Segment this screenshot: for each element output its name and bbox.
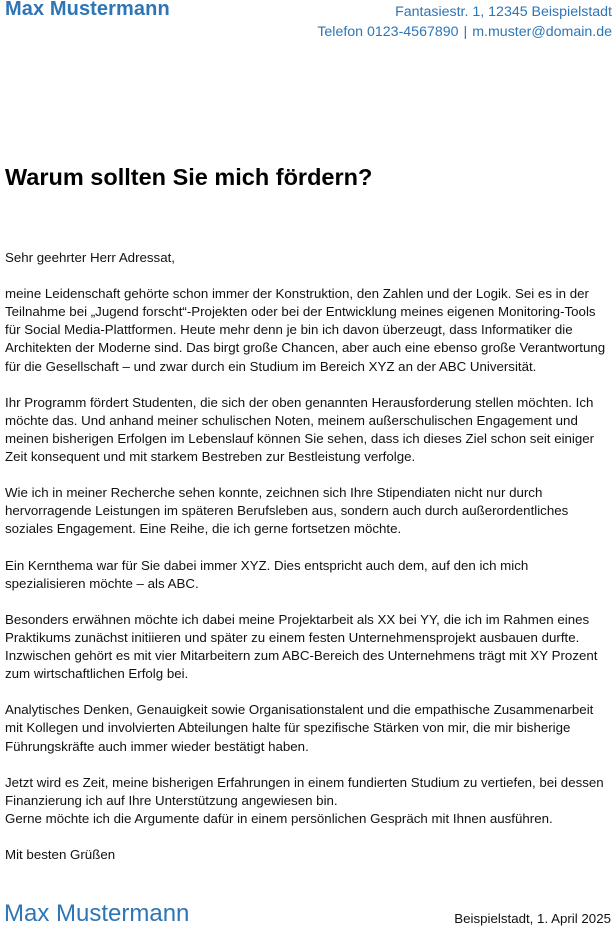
body-paragraph: Ein Kernthema war für Sie dabei immer XYZ. Dies entspricht auch dem, auf den ich mich spezialisieren möchte – als ABC.	[5, 557, 529, 591]
body-paragraph: Besonders erwähnen möchte ich dabei meine Projektarbeit als XX bei YY, die ich im Rahmen eines Praktikums zunächst initiieren und später zu einem festen Unternehmensprojekt ausbauen durfte. Inzwischen gehört es mit vier Mitarbeitern zum ABC-Bereich des Unternehmens trägt mit XY Prozent zum wirtschaftlichen Erfolg bei.	[5, 611, 598, 682]
contact-block	[317, 2, 612, 42]
body-paragraph: meine Leidenschaft gehörte schon immer der Konstruktion, den Zahlen und der Logik. Sei es in der Teilnahme bei „Jugend forscht“-Projekten oder bei der Entwicklung meines eigenen Monitoring-Tools für Social Media-Plattformen. Heute mehr denn je bin ich davon überzeugt, dass Informatiker die Architekten der Moderne sind. Das birgt große Chancen, aber auch eine ebenso große Verantwortung für die Gesellschaft – und zwar durch ein Studium im Bereich XYZ an der ABC Universität.	[5, 286, 606, 374]
place-date: Beispielstadt, 1. April 2025	[454, 911, 611, 926]
sender-name: Max Mustermann	[5, 0, 170, 20]
salutation: Sehr geehrter Herr Adressat,	[5, 250, 175, 265]
phone-number: Telefon 0123-4567890	[317, 24, 459, 40]
signature-name: Max Mustermann	[4, 900, 190, 927]
body-paragraph: Wie ich in meiner Recherche sehen konnte, zeichnen sich Ihre Stipendiaten nicht nur durch hervorragende Leistungen im späteren Berufsleben aus, sondern auch durch außerordentliches soziales Engagement. Eine Reihe, die ich gerne fortsetzen möchte.	[5, 485, 569, 537]
letter-header	[0, 0, 615, 46]
email-address: m.muster@domain.de	[472, 24, 612, 40]
closing-line: Mit besten Grüßen	[5, 847, 116, 863]
body-paragraph: Gerne möchte ich die Argumente dafür in einem persönlichen Gespräch mit Ihnen ausführen.	[5, 810, 553, 826]
body-paragraph: Analytisches Denken, Genauigkeit sowie Organisationstalent und die empathische Zusammenarbeit mit Kollegen und involvierten Abteilungen halte für spezifische Stärken von mir, die mir bisherige Führungskräfte auch immer wieder bestätigt haben.	[5, 702, 594, 754]
body-paragraph: Jetzt wird es Zeit, meine bisherigen Erfahrungen in einem fundierten Studium zu vertiefen, bei dessen Finanzierung ich auf Ihre Unterstützung angewiesen bin.	[5, 774, 604, 808]
subject-heading: Warum sollten Sie mich fördern?	[5, 164, 373, 190]
phone-email-line	[317, 22, 612, 42]
letter-body	[5, 249, 611, 864]
address-line: Fantasiestr. 1, 12345 Beispielstadt	[395, 4, 612, 20]
contact-separator: |	[463, 24, 468, 40]
body-paragraph: Ihr Programm fördert Studenten, die sich der oben genannten Herausforderung stellen möchten. Ich möchte das. Und anhand meiner schulischen Noten, meinem außerschulischen Engagement und meinen bisherigen Erfolgen im Lebenslauf können Sie sehen, dass ich dieses Ziel schon seit einiger Zeit konsequent und mit starkem Bestreben zur Bestleistung verfolge.	[5, 394, 595, 465]
